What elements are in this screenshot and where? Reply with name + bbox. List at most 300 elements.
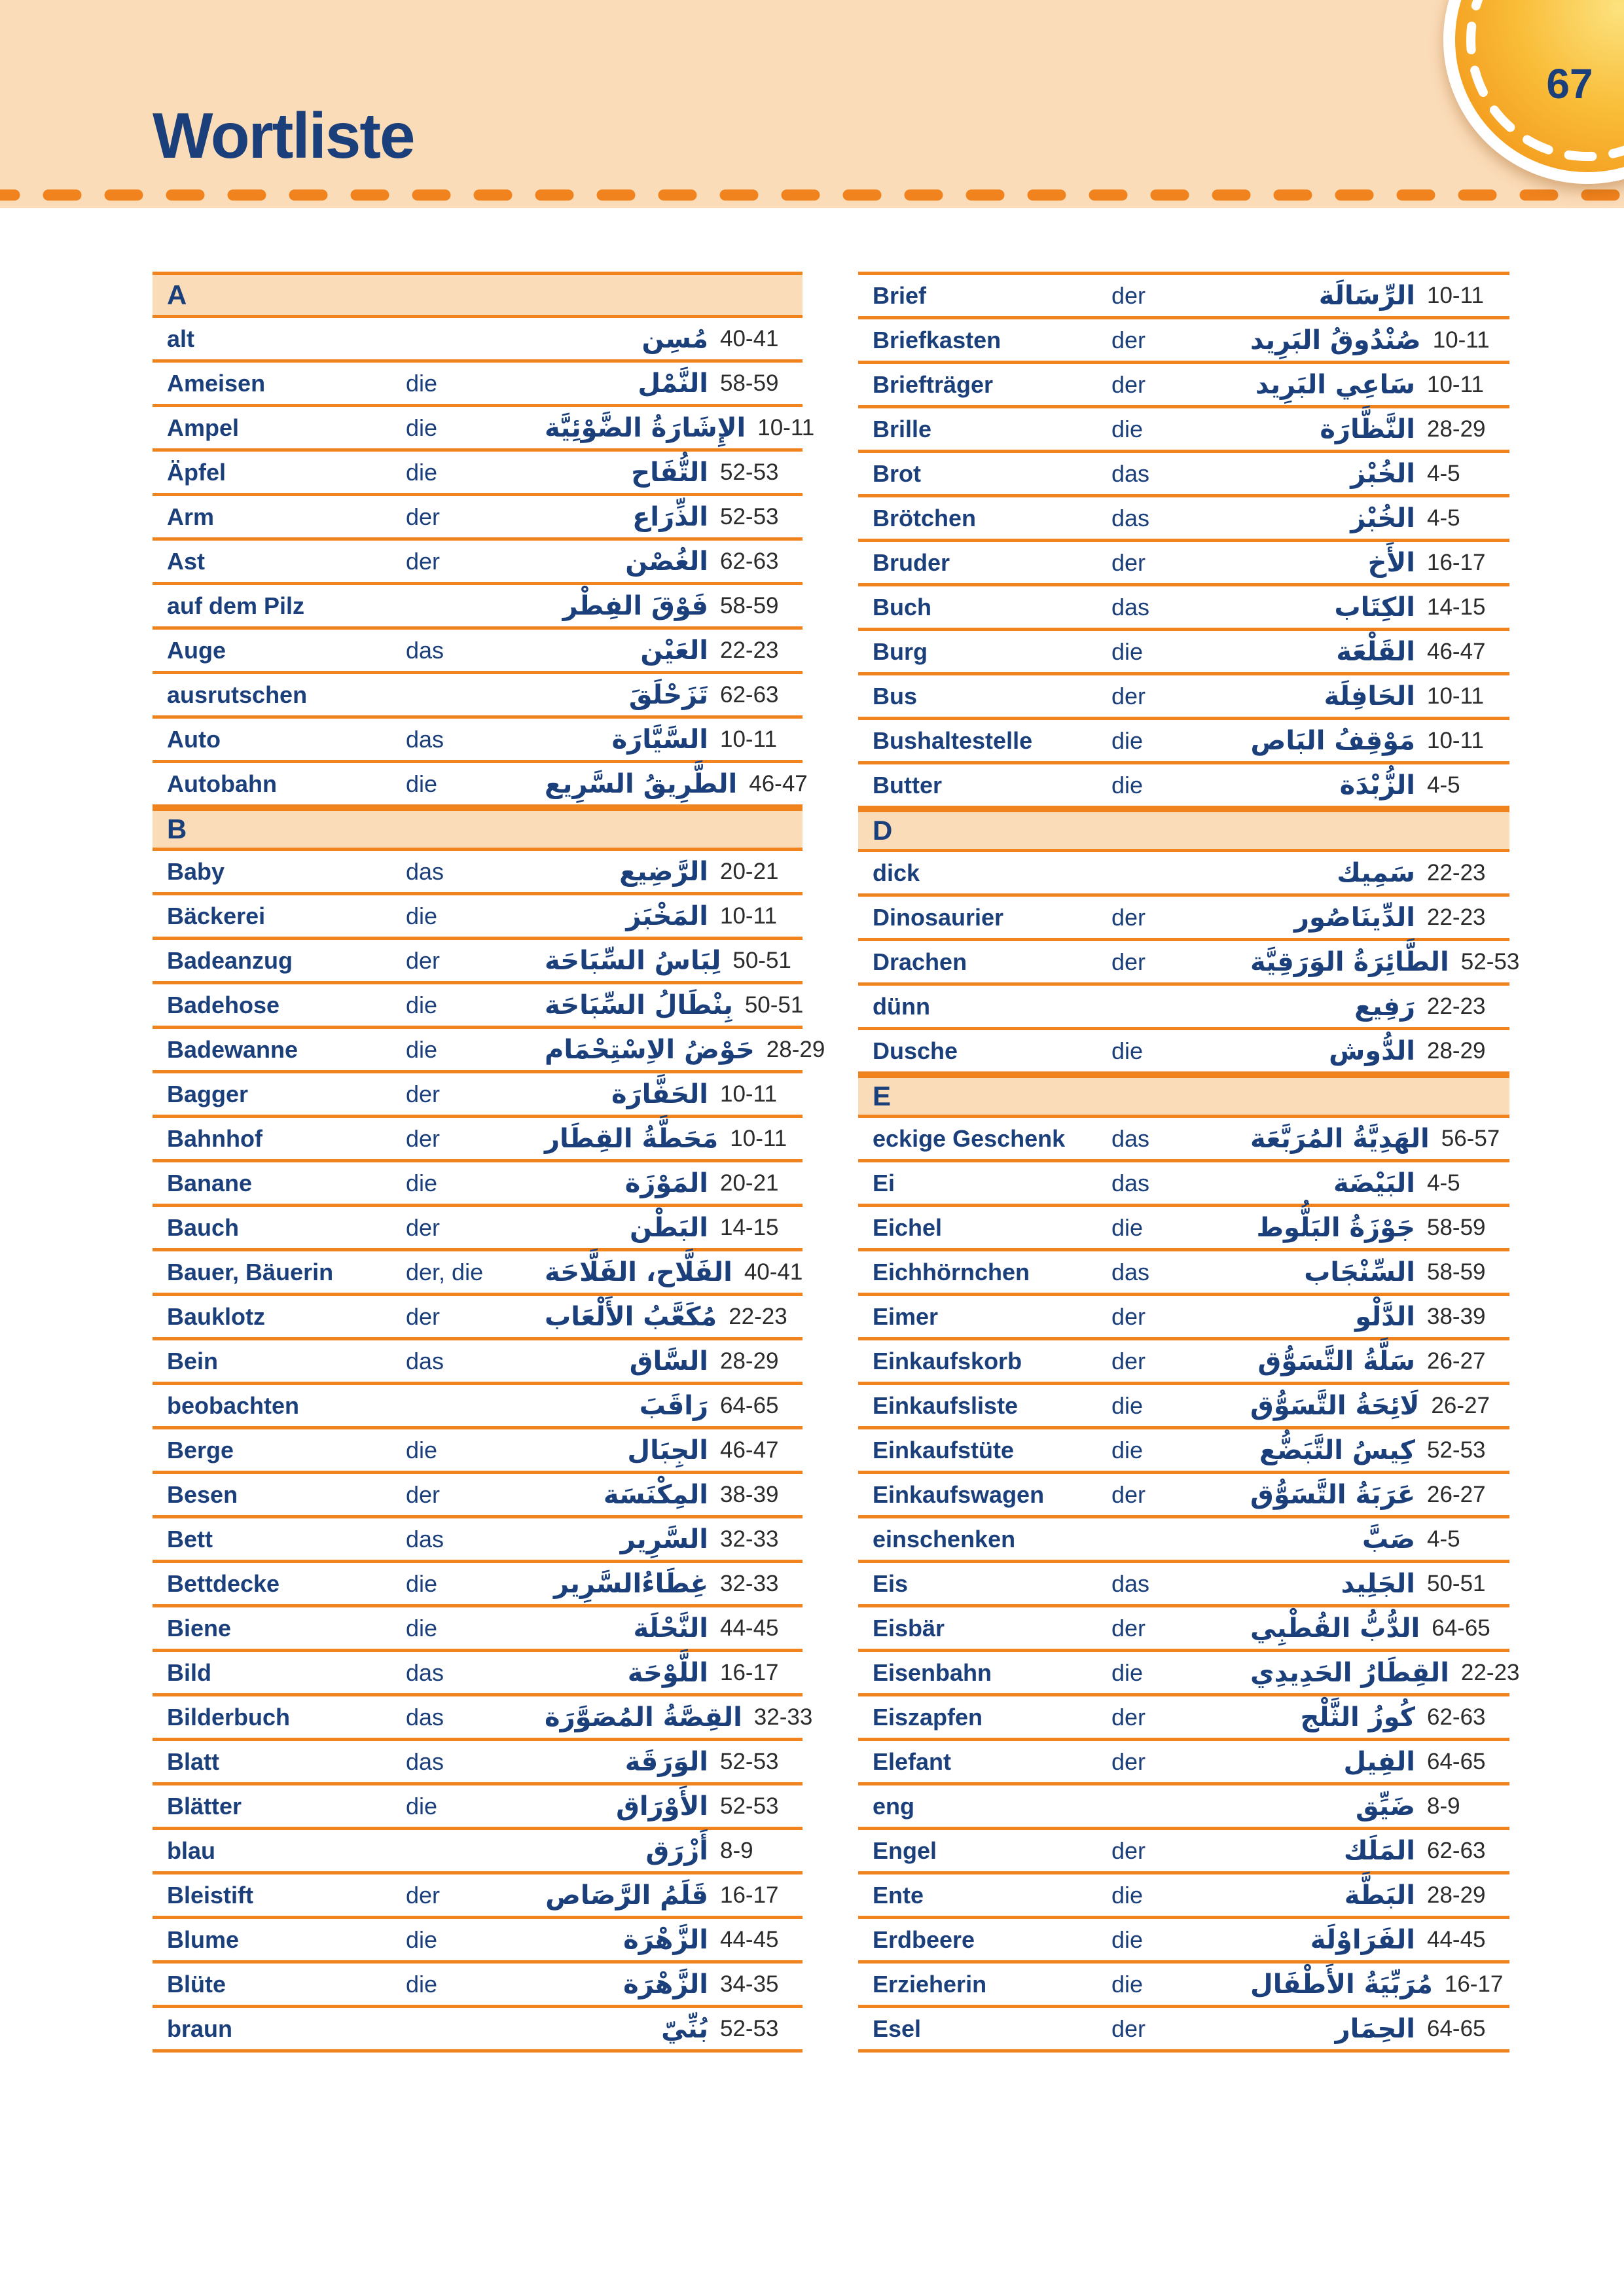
german-word: Ameisen <box>167 369 266 397</box>
article: die <box>406 1926 438 1953</box>
article: der <box>406 1213 441 1241</box>
table-row <box>858 764 1509 809</box>
table-row <box>153 630 803 674</box>
page-range: 64-65 <box>1432 1615 1490 1641</box>
german-word: Äpfel <box>167 458 226 486</box>
article: die <box>406 1970 438 1998</box>
page-range: 16-17 <box>720 1882 779 1908</box>
table-row <box>153 318 803 363</box>
article: die <box>406 1570 438 1597</box>
arabic-word: المَخْبَز <box>626 901 708 931</box>
german-word: Auto <box>167 725 221 753</box>
arabic-word: الزَّهْرَة <box>623 1969 708 2000</box>
page-title: Wortliste <box>153 99 414 171</box>
table-row <box>153 585 803 630</box>
arabic-word: مَحَطَّةُ القِطَار <box>545 1123 719 1154</box>
german-word: Eisbär <box>873 1614 945 1641</box>
table-row <box>858 1385 1509 1429</box>
german-word: Einkaufskorb <box>873 1347 1022 1374</box>
table-row <box>153 1385 803 1429</box>
arabic-word: جَوْزَةُ البَلُّوط <box>1256 1212 1415 1243</box>
article: das <box>406 1525 444 1552</box>
article: die <box>1111 1881 1144 1909</box>
arabic-word: صَبَّ <box>1362 1524 1415 1554</box>
table-row <box>858 1919 1509 1964</box>
table-row <box>153 1830 803 1874</box>
german-word: Eichel <box>873 1213 943 1241</box>
table-row <box>153 541 803 585</box>
article: die <box>1111 1391 1144 1419</box>
table-row <box>858 1696 1509 1741</box>
german-word: Burg <box>873 637 928 665</box>
table-row <box>153 1696 813 1741</box>
article: der <box>406 1881 441 1909</box>
table-row <box>858 1874 1509 1919</box>
page-range: 46-47 <box>749 770 808 797</box>
article: das <box>1111 1169 1150 1196</box>
arabic-word: الخُبْز <box>1350 458 1415 489</box>
article: die <box>1111 1659 1144 1686</box>
german-word: Eimer <box>873 1302 939 1330</box>
article: der <box>1111 1302 1146 1330</box>
page-range: 52-53 <box>720 459 779 485</box>
german-word: eckige Geschenk <box>873 1124 1066 1152</box>
arabic-word: الفِيل <box>1343 1746 1415 1777</box>
article: das <box>1111 1124 1150 1152</box>
page-range: 62-63 <box>720 681 779 708</box>
german-word: Blatt <box>167 1748 219 1775</box>
german-word: Ampel <box>167 414 240 441</box>
german-word: Elefant <box>873 1748 952 1775</box>
section-letter: A <box>167 279 187 310</box>
page-range: 32-33 <box>753 1704 813 1730</box>
arabic-word: البَطَّة <box>1344 1880 1415 1910</box>
arabic-word: الحَافِلَة <box>1324 681 1415 711</box>
article: die <box>406 1169 438 1196</box>
arabic-word: المِكْنَسَة <box>603 1479 708 1510</box>
page-range: 10-11 <box>720 1081 777 1107</box>
article: der <box>1111 948 1146 975</box>
table-row <box>153 1741 803 1785</box>
article: der <box>406 946 441 974</box>
page-range: 26-27 <box>1427 1481 1486 1507</box>
table-row <box>858 1429 1509 1474</box>
arabic-word: سَمِيك <box>1337 857 1415 888</box>
article: das <box>1111 1570 1150 1597</box>
table-row <box>153 851 803 895</box>
arabic-word: النَّظَّارَة <box>1320 414 1415 444</box>
page-range: 32-33 <box>720 1526 779 1552</box>
page-range: 10-11 <box>720 903 777 929</box>
german-word: dick <box>873 859 920 886</box>
arabic-word: ضَيِّق <box>1355 1791 1415 1821</box>
arabic-word: البَيْضَة <box>1333 1168 1415 1198</box>
german-word: Eis <box>873 1570 909 1597</box>
german-word: Erdbeere <box>873 1926 975 1953</box>
article: das <box>406 725 444 753</box>
german-word: Banane <box>167 1169 253 1196</box>
table-row <box>153 1296 803 1340</box>
arabic-word: القِصَّةُ المُصَوَّرَة <box>545 1702 742 1732</box>
page-range: 4-5 <box>1427 505 1460 531</box>
table-row <box>858 1652 1520 1696</box>
table-row <box>858 1518 1509 1563</box>
german-word: Bruder <box>873 548 950 576</box>
article: der <box>406 1302 441 1330</box>
page-range: 64-65 <box>1427 2015 1486 2041</box>
table-row <box>858 1162 1509 1207</box>
table-row <box>153 363 803 407</box>
article: der <box>1111 326 1146 353</box>
german-word: Blume <box>167 1926 240 1953</box>
article: der <box>1111 2015 1146 2042</box>
german-word: Bleistift <box>167 1881 254 1909</box>
german-word: Einkaufstüte <box>873 1436 1015 1463</box>
table-row <box>858 275 1509 319</box>
german-word: beobachten <box>167 1391 300 1419</box>
arabic-word: السِّنْجَاب <box>1304 1257 1415 1287</box>
german-word: Bilderbuch <box>167 1703 291 1731</box>
page-range: 10-11 <box>730 1125 787 1151</box>
section-letter: E <box>873 1081 892 1111</box>
article: das <box>406 1659 444 1686</box>
wordlist-table-left <box>153 272 825 2053</box>
article: die <box>406 991 438 1018</box>
page-range: 10-11 <box>1427 371 1484 397</box>
table-row <box>858 1830 1509 1874</box>
page-range: 44-45 <box>1427 1926 1486 1952</box>
page-range: 62-63 <box>1427 1704 1486 1730</box>
page-range: 64-65 <box>720 1392 779 1418</box>
article: die <box>1111 726 1144 754</box>
arabic-word: الزَّهْرَة <box>623 1924 708 1955</box>
article: der <box>1111 1347 1146 1374</box>
table-row <box>153 1340 803 1385</box>
arabic-word: رَفِيع <box>1354 991 1415 1022</box>
page-range: 32-33 <box>720 1570 779 1596</box>
german-word: Autobahn <box>167 770 277 797</box>
table-row <box>153 1964 803 2008</box>
page-range: 22-23 <box>1427 993 1486 1019</box>
arabic-word: مُسِن <box>641 323 708 354</box>
arabic-word: الإِشَارَةُ الضَّوْئِيَّة <box>545 412 746 443</box>
table-row <box>153 1118 803 1162</box>
table-row <box>858 720 1509 764</box>
section-header-A <box>153 275 803 318</box>
article: die <box>1111 1926 1144 1953</box>
table-row <box>153 763 808 808</box>
page-range: 16-17 <box>1427 549 1486 575</box>
german-word: Einkaufsliste <box>873 1391 1019 1419</box>
arabic-word: الهَدِيَّةُ المُرَبَّعَة <box>1250 1123 1430 1154</box>
page-range: 52-53 <box>720 2015 779 2041</box>
german-word: Buch <box>873 593 931 620</box>
page-range: 52-53 <box>1427 1437 1486 1463</box>
article: die <box>406 1792 438 1820</box>
page-range: 46-47 <box>720 1437 779 1463</box>
arabic-word: مُكَعَّبُ الأَلْعَاب <box>545 1301 717 1332</box>
arabic-word: القَلْعَة <box>1336 636 1415 667</box>
german-word: dünn <box>873 992 930 1020</box>
table-row <box>858 1964 1509 2008</box>
article: die <box>406 369 438 397</box>
page-range: 50-51 <box>744 992 804 1018</box>
article: die <box>1111 1436 1144 1463</box>
article: der <box>406 1480 441 1508</box>
arabic-word: أَزْرَق <box>645 1835 708 1866</box>
page-range: 40-41 <box>744 1259 803 1285</box>
article: das <box>1111 504 1150 531</box>
german-word: Bus <box>873 682 918 709</box>
german-word: Arm <box>167 503 215 530</box>
german-word: Eichhörnchen <box>873 1258 1030 1285</box>
table-row <box>153 1607 803 1652</box>
article: die <box>406 770 438 797</box>
arabic-word: الوَرَقَة <box>624 1746 708 1777</box>
arabic-word: صُنْدُوقُ البَرِيد <box>1250 325 1421 355</box>
article: das <box>1111 593 1150 620</box>
section-header-D <box>858 809 1509 852</box>
table-row <box>858 1118 1509 1162</box>
table-row <box>153 1207 803 1251</box>
arabic-word: الجِبَال <box>627 1435 708 1465</box>
arabic-word: البَطْن <box>629 1212 708 1243</box>
article: der <box>1111 1614 1146 1641</box>
page-range: 16-17 <box>1444 1971 1504 1997</box>
german-word: Bauer, Bäuerin <box>167 1258 334 1285</box>
page-range: 26-27 <box>1427 1348 1486 1374</box>
arabic-word: الأَخ <box>1367 547 1415 578</box>
page-range: 10-11 <box>720 726 777 752</box>
german-word: Bäckerei <box>167 902 266 929</box>
german-word: Brief <box>873 281 927 309</box>
page-range: 10-11 <box>757 414 815 440</box>
arabic-word: الدِّينَاصُور <box>1294 902 1415 933</box>
table-row <box>858 586 1509 631</box>
german-word: Badeanzug <box>167 946 293 974</box>
table-row <box>858 675 1509 720</box>
german-word: Blüte <box>167 1970 226 1998</box>
article: die <box>1111 415 1144 442</box>
arabic-word: الحِمَار <box>1335 2013 1415 2044</box>
german-word: auf dem Pilz <box>167 592 305 619</box>
arabic-word: فَوْقَ الفِطْر <box>562 590 708 621</box>
table-row <box>858 408 1509 453</box>
arabic-word: الدَّلْو <box>1355 1301 1415 1332</box>
arabic-word: عَرَبَةُ التَّسَوُّق <box>1250 1479 1416 1510</box>
article: das <box>406 1347 444 1374</box>
arabic-word: بِنْطَالُ السِّبَاحَة <box>545 990 733 1020</box>
arabic-word: اللَّوْحَة <box>627 1657 708 1688</box>
article: das <box>1111 459 1150 487</box>
page-range: 50-51 <box>1427 1570 1486 1596</box>
german-word: Ast <box>167 547 206 575</box>
table-row <box>858 986 1509 1030</box>
page-range: 62-63 <box>1427 1837 1486 1863</box>
table-row <box>153 1563 803 1607</box>
arabic-word: رَاقَبَ <box>639 1390 708 1421</box>
arabic-word: الزُّبْدَة <box>1339 770 1415 800</box>
page-range: 22-23 <box>1460 1659 1520 1685</box>
german-word: Erzieherin <box>873 1970 987 1998</box>
table-row <box>153 940 803 984</box>
table-row <box>858 319 1509 364</box>
page-range: 52-53 <box>720 1748 779 1774</box>
article: die <box>406 1035 438 1063</box>
arabic-word: الدُّبُّ القُطْبِي <box>1250 1613 1420 1643</box>
table-row <box>858 852 1509 897</box>
table-row <box>858 1030 1509 1075</box>
table-row <box>153 1518 803 1563</box>
german-word: Einkaufswagen <box>873 1480 1045 1508</box>
page-range: 20-21 <box>720 1170 779 1196</box>
page-range: 10-11 <box>1427 727 1484 753</box>
german-word: Drachen <box>873 948 967 975</box>
article: der <box>406 503 441 530</box>
article: der <box>1111 903 1146 931</box>
page-range: 62-63 <box>720 548 779 574</box>
arabic-word: الفَرَاوْلَة <box>1310 1924 1415 1955</box>
german-word: Besen <box>167 1480 238 1508</box>
german-word: Butter <box>873 771 942 798</box>
page-range: 40-41 <box>720 325 779 351</box>
table-row <box>153 1474 803 1518</box>
page-range: 28-29 <box>1427 1037 1486 1064</box>
german-word: Bauklotz <box>167 1302 266 1330</box>
page-range: 10-11 <box>1432 327 1490 353</box>
german-word: Baby <box>167 857 225 885</box>
table-row <box>153 452 803 496</box>
arabic-word: لِبَاسُ السِّبَاحَة <box>545 945 721 976</box>
german-word: Ente <box>873 1881 924 1909</box>
arabic-word: القِطَارُ الحَدِيدِي <box>1250 1657 1449 1688</box>
arabic-word: النَّحْلَة <box>633 1613 708 1643</box>
article: der <box>1111 682 1146 709</box>
table-row <box>858 2008 1509 2053</box>
german-word: Eiszapfen <box>873 1703 983 1731</box>
arabic-word: حَوْضُ الاِسْتِحْمَام <box>545 1034 755 1065</box>
arabic-word: السَّرِير <box>620 1524 708 1554</box>
page-range: 14-15 <box>1427 594 1486 620</box>
german-word: Badewanne <box>167 1035 298 1063</box>
article: der <box>1111 1837 1146 1864</box>
arabic-word: الفَلَّاح، الفَلَّاحَة <box>545 1257 732 1287</box>
table-row <box>153 719 803 763</box>
page-range: 58-59 <box>720 592 779 619</box>
article: die <box>1111 1037 1144 1064</box>
german-word: ausrutschen <box>167 681 308 708</box>
arabic-word: قَلَمُ الرَّصَاص <box>545 1880 708 1910</box>
page-range: 44-45 <box>720 1926 779 1952</box>
arabic-word: المَوْزَة <box>624 1168 708 1198</box>
table-row <box>858 897 1509 941</box>
page-range: 22-23 <box>1427 859 1486 886</box>
german-word: Badehose <box>167 991 280 1018</box>
german-word: Ei <box>873 1169 895 1196</box>
article: das <box>406 857 444 885</box>
table-row <box>153 407 815 452</box>
arabic-word: الذِّرَاع <box>632 501 708 532</box>
table-row <box>858 1741 1509 1785</box>
german-word: Bild <box>167 1659 211 1686</box>
german-word: braun <box>167 2015 233 2042</box>
page-range: 16-17 <box>720 1659 779 1685</box>
table-row <box>153 1919 803 1964</box>
section-header-B <box>153 808 803 851</box>
german-word: Briefkasten <box>873 326 1001 353</box>
section-header-E <box>858 1075 1509 1118</box>
sun-page-number-badge <box>1443 0 1624 184</box>
page-range: 28-29 <box>720 1348 779 1374</box>
arabic-word: الدُّوش <box>1329 1035 1415 1066</box>
german-word: einschenken <box>873 1525 1016 1552</box>
page-range: 64-65 <box>1427 1748 1486 1774</box>
table-row <box>858 1340 1509 1385</box>
table-row <box>153 984 803 1029</box>
german-word: Brot <box>873 459 921 487</box>
section-letter: D <box>873 815 893 846</box>
german-word: Dinosaurier <box>873 903 1004 931</box>
arabic-word: الرَّضِيع <box>619 856 708 887</box>
german-word: Dusche <box>873 1037 958 1064</box>
table-row <box>153 1874 803 1919</box>
arabic-word: الطَّائِرَةُ الوَرَقِيَّة <box>1250 946 1449 977</box>
arabic-word: السَّيَّارَة <box>611 724 708 755</box>
page-number: 67 <box>1546 60 1593 107</box>
article: die <box>406 458 438 486</box>
german-word: Eisenbahn <box>873 1659 992 1686</box>
german-word: Brille <box>873 415 932 442</box>
article: das <box>406 636 444 664</box>
german-word: Bein <box>167 1347 219 1374</box>
german-word: Engel <box>873 1837 937 1864</box>
article: die <box>1111 771 1144 798</box>
arabic-word: لَائِحَةُ التَّسَوُّق <box>1250 1390 1420 1421</box>
arabic-word: بُنِّيّ <box>661 2013 708 2044</box>
page-range: 20-21 <box>720 858 779 884</box>
german-word: eng <box>873 1792 915 1820</box>
table-row <box>858 364 1509 408</box>
table-row <box>858 453 1509 497</box>
arabic-word: الخُبْز <box>1350 503 1415 533</box>
page-range: 44-45 <box>720 1615 779 1641</box>
table-row <box>858 1474 1509 1518</box>
arabic-word: الطَّرِيقُ السَّرِيع <box>545 768 738 799</box>
article: der <box>1111 370 1146 398</box>
german-word: Blätter <box>167 1792 242 1820</box>
article: die <box>406 1614 438 1641</box>
table-row <box>858 1296 1509 1340</box>
table-row <box>858 941 1520 986</box>
arabic-word: كِيسُ التَّبَضُّع <box>1259 1435 1415 1465</box>
page-range: 4-5 <box>1427 1526 1460 1552</box>
arabic-word: النَّمْل <box>638 368 708 399</box>
table-row <box>153 674 803 719</box>
article: der, die <box>406 1258 484 1285</box>
table-row <box>858 542 1509 586</box>
article: der <box>406 547 441 575</box>
german-word: Brötchen <box>873 504 977 531</box>
wordlist-table-right <box>858 272 1520 2053</box>
page-range: 38-39 <box>720 1481 779 1507</box>
table-row <box>153 1251 803 1296</box>
page-range: 8-9 <box>720 1837 753 1863</box>
page-range: 52-53 <box>720 503 779 529</box>
page-range: 28-29 <box>1427 416 1486 442</box>
table-row <box>153 1073 803 1118</box>
article: die <box>1111 1970 1144 1998</box>
page-range: 26-27 <box>1431 1392 1490 1418</box>
